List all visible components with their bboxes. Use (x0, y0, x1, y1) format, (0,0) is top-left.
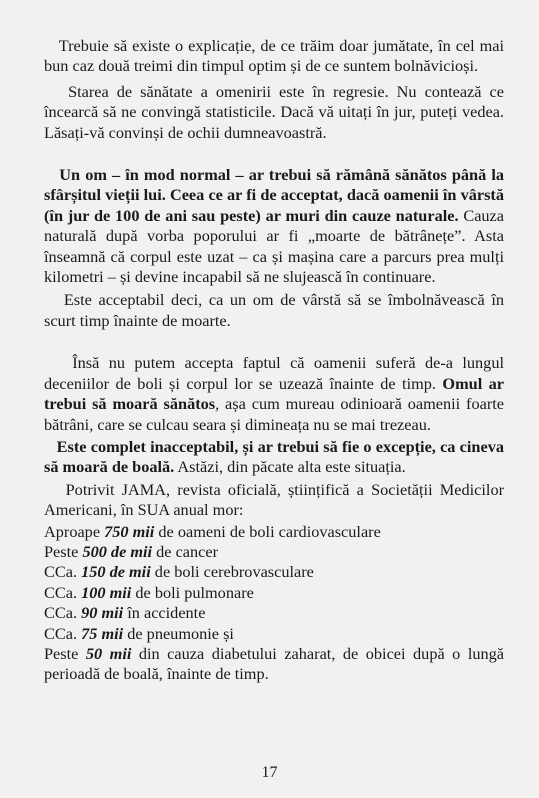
paragraph-7-text: Potrivit JAMA, revista oficială, științifică a Societății Medicilor Americani, în SUA anual mor: (44, 479, 505, 520)
paragraph-1 (44, 36, 504, 77)
paragraph-2-text: Starea de sănătate a omenirii este în regresie. Nu contează ce încearcă să ne convingă statisticile. Dacă vă uitați în jur, puteți vedea. Lăsați-vă convinși de ochii dumneavoastră. (44, 81, 504, 142)
paragraph-7 (44, 480, 504, 521)
paragraph-3-text: Cauza naturală după vorba poporului ar fi „moarte de bătrânețe”. Asta înseamnă că corpul este uzat – ca și mașina care a parcurs prea mulți kilometri – și devine incapabil să ne slujească în continuare. (44, 205, 505, 287)
paragraph-6 (44, 437, 504, 478)
paragraph-5 (44, 353, 504, 435)
stat-value: 500 de mii (82, 541, 153, 561)
stat-item: CCa. 90 mii în accidente (44, 603, 206, 623)
paragraph-3-bold: Un om – în mod normal – ar trebui să rămână sănătos până la sfârșitul vieții lui. Ceea ce ar fi de acceptat, dacă oamenii în vârstă (în jur de 100 de ani sau peste) ar muri din cauze naturale. (44, 165, 504, 225)
stat-value: 50 mii (85, 643, 132, 663)
stat-item: CCa. 75 mii de pneumonie și (44, 623, 234, 643)
mortality-list (44, 522, 504, 685)
paragraph-3 (44, 165, 504, 287)
stat-item: Peste 50 mii din cauza diabetului zaharat, de obicei după o lungă perioadă de boală, înainte de timp. (44, 643, 504, 684)
page-body (44, 36, 504, 685)
stat-value: 750 mii (104, 521, 155, 541)
paragraph-1-text: Trebuie să existe o explicație, de ce trăim doar jumătate, în cel mai bun caz două treimi din timpul optim și de ce suntem bolnăvicioși. (44, 36, 504, 76)
paragraph-4-text: Este acceptabil deci, ca un om de vârstă să se îmbolnăvească în scurt timp înainte de moarte. (44, 290, 504, 330)
paragraph-5-text-start: Însă nu putem accepta faptul că oamenii suferă de-a lungul deceniilor de boli și corpul lor se uzează înainte de timp. (44, 353, 504, 393)
paragraph-2 (44, 82, 504, 143)
paragraph-6-text: Astăzi, din păcate alta este situația. (174, 457, 406, 477)
stat-value: 90 mii (81, 603, 124, 623)
stat-value: 150 de mii (81, 562, 151, 582)
page-number: 17 (261, 764, 278, 781)
stat-item: Peste 500 de mii de cancer (44, 541, 219, 561)
stat-item: CCa. 100 mii de boli pulmonare (44, 582, 254, 602)
stat-item: Aproape 750 mii de oameni de boli cardiovasculare (44, 521, 381, 541)
stat-value: 75 mii (81, 623, 124, 643)
stat-item: CCa. 150 de mii de boli cerebrovasculare (44, 562, 314, 582)
paragraph-5-bold: Omul ar trebui să moară sănătos (44, 373, 504, 414)
paragraph-5-text-end: , așa cum mureau odinioară oamenii foarte bătrâni, care se culcau seara și dimineața nu se mai trezeau. (44, 394, 504, 434)
paragraph-4 (44, 290, 504, 331)
stat-value: 100 mii (81, 582, 132, 602)
paragraph-6-bold: Este complet inacceptabil, și ar trebui să fie o excepție, ca cineva să moară de boală. (44, 436, 504, 477)
